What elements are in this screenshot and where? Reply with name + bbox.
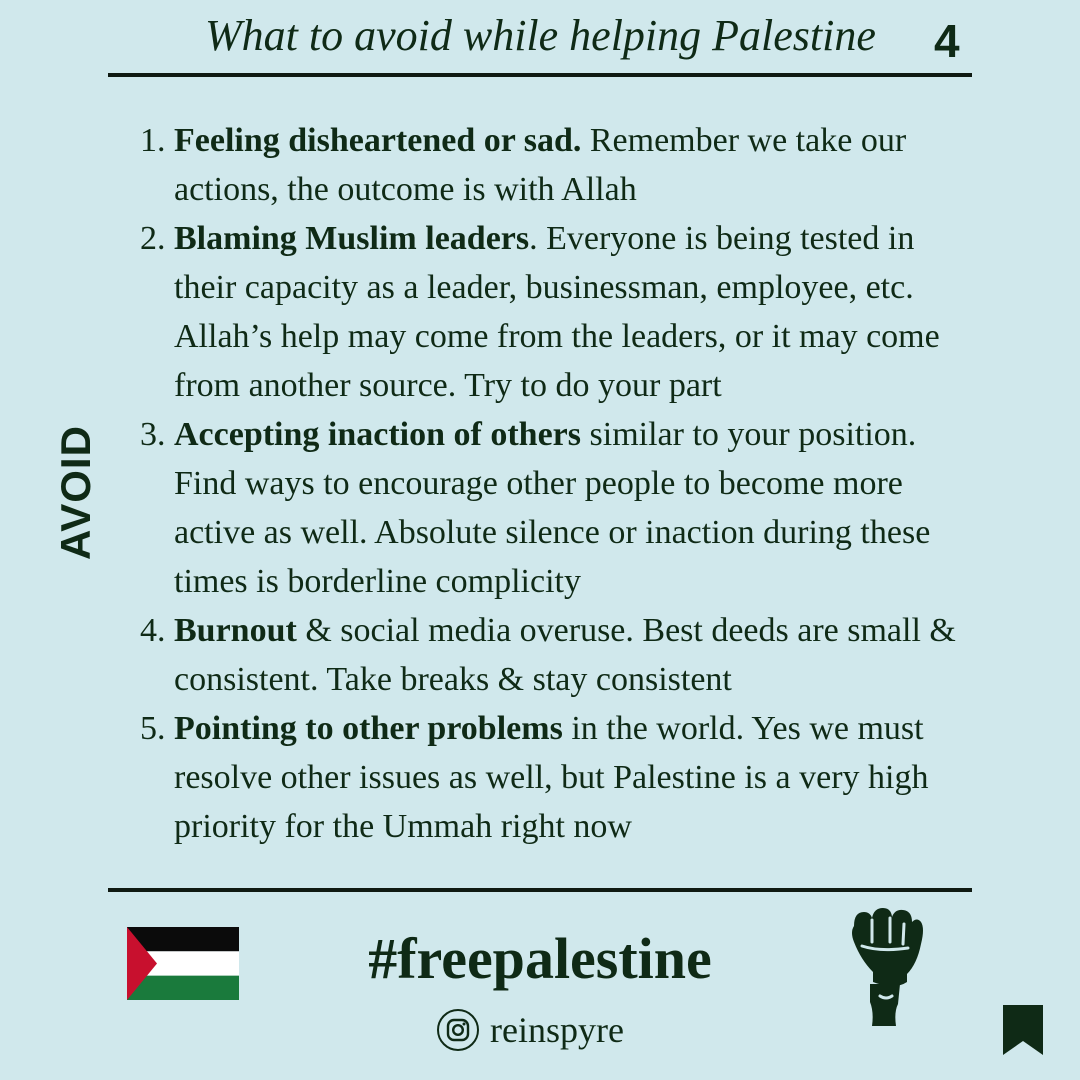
bottom-divider (108, 888, 972, 892)
list-item (140, 214, 960, 410)
item-text (174, 116, 960, 214)
item-body: & social media overuse. Best deeds are small & consistent. Take breaks & stay consistent (174, 612, 956, 698)
item-heading: Blaming Muslim leaders (174, 220, 530, 257)
list-item (140, 606, 960, 704)
side-label: AVOID (52, 425, 99, 560)
item-number: 4. (140, 612, 166, 649)
avoid-list (140, 116, 960, 851)
hashtag: #freepalestine (368, 926, 712, 991)
page-title: What to avoid while helping Palestine (205, 11, 876, 60)
list-item (140, 410, 960, 606)
page-number: 4 (934, 15, 960, 67)
item-text (174, 410, 960, 606)
item-body: similar to your position. Find ways to encourage other people to become more active as well. Absolute silence or inaction during these times is borderline complicity (174, 416, 931, 600)
list-item (140, 116, 960, 214)
item-number: 5. (140, 710, 166, 747)
item-text (174, 606, 960, 704)
item-heading: Pointing to other problems (174, 710, 563, 747)
item-body: in the world. Yes we must resolve other issues as well, but Palestine is a very high priority for the Ummah right now (174, 710, 929, 845)
item-number: 1. (140, 122, 166, 159)
item-heading: Burnout (174, 612, 297, 649)
item-number: 2. (140, 220, 166, 257)
item-heading: Feeling disheartened or sad. (174, 122, 582, 159)
social-handle[interactable] (436, 1008, 624, 1052)
raised-fist-icon (840, 900, 924, 1028)
instagram-icon (436, 1008, 480, 1052)
item-number: 3. (140, 416, 166, 453)
item-body: . Everyone is being tested in their capacity as a leader, businessman, employee, etc. Allah’s help may come from the leaders, or it may come from another source. Try to do your part (174, 220, 940, 404)
item-text (174, 704, 960, 851)
item-body: Remember we take our actions, the outcome is with Allah (174, 122, 907, 208)
bookmark-icon[interactable] (1003, 1005, 1043, 1055)
item-heading: Accepting inaction of others (174, 416, 582, 453)
top-divider (108, 73, 972, 77)
handle-text: reinspyre (490, 1010, 624, 1050)
item-text (174, 214, 960, 410)
list-item (140, 704, 960, 851)
